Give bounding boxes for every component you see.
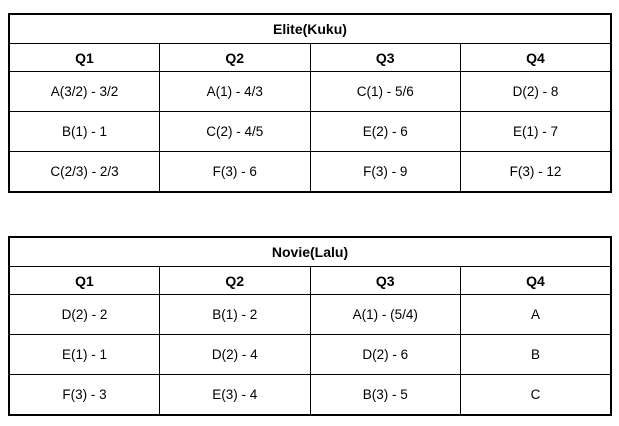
table-row xyxy=(9,112,611,152)
table-cell: D(2) - 8 xyxy=(461,72,612,112)
table-cell: B xyxy=(461,335,612,375)
table-cell: B(1) - 2 xyxy=(160,295,311,335)
table-row xyxy=(9,335,611,375)
table-cell: B(1) - 1 xyxy=(9,112,160,152)
novie-column-header-q3: Q3 xyxy=(310,267,461,295)
table-cell: E(3) - 4 xyxy=(160,375,311,416)
table-cell: F(3) - 12 xyxy=(461,152,612,193)
table-row xyxy=(9,375,611,416)
table-cell: A(1) - 4/3 xyxy=(160,72,311,112)
table-cell: B(3) - 5 xyxy=(310,375,461,416)
elite-column-header-q3: Q3 xyxy=(310,44,461,72)
table-cell: F(3) - 3 xyxy=(9,375,160,416)
table-row xyxy=(9,295,611,335)
table-cell: F(3) - 6 xyxy=(160,152,311,193)
table-cell: E(1) - 7 xyxy=(461,112,612,152)
table-cell: D(2) - 4 xyxy=(160,335,311,375)
table-cell: D(2) - 2 xyxy=(9,295,160,335)
table-cell: C(2) - 4/5 xyxy=(160,112,311,152)
novie-table xyxy=(8,236,612,416)
elite-column-header-q1: Q1 xyxy=(9,44,160,72)
table-cell: A(1) - (5/4) xyxy=(310,295,461,335)
table-cell: D(2) - 6 xyxy=(310,335,461,375)
table-cell: A xyxy=(461,295,612,335)
novie-table-header-row xyxy=(9,267,611,295)
novie-column-header-q2: Q2 xyxy=(160,267,311,295)
elite-table-header-row xyxy=(9,44,611,72)
novie-column-header-q1: Q1 xyxy=(9,267,160,295)
novie-table-title: Novie(Lalu) xyxy=(9,237,611,267)
table-cell: C(2/3) - 2/3 xyxy=(9,152,160,193)
elite-table-title: Elite(Kuku) xyxy=(9,14,611,44)
table-cell: E(2) - 6 xyxy=(310,112,461,152)
novie-column-header-q4: Q4 xyxy=(461,267,612,295)
table-cell: A(3/2) - 3/2 xyxy=(9,72,160,112)
elite-table xyxy=(8,13,612,193)
table-cell: F(3) - 9 xyxy=(310,152,461,193)
table-row xyxy=(9,72,611,112)
table-cell: C xyxy=(461,375,612,416)
elite-table-title-row xyxy=(9,14,611,44)
elite-column-header-q4: Q4 xyxy=(461,44,612,72)
table-cell: E(1) - 1 xyxy=(9,335,160,375)
novie-table-title-row xyxy=(9,237,611,267)
table-cell: C(1) - 5/6 xyxy=(310,72,461,112)
table-row xyxy=(9,152,611,193)
elite-column-header-q2: Q2 xyxy=(160,44,311,72)
